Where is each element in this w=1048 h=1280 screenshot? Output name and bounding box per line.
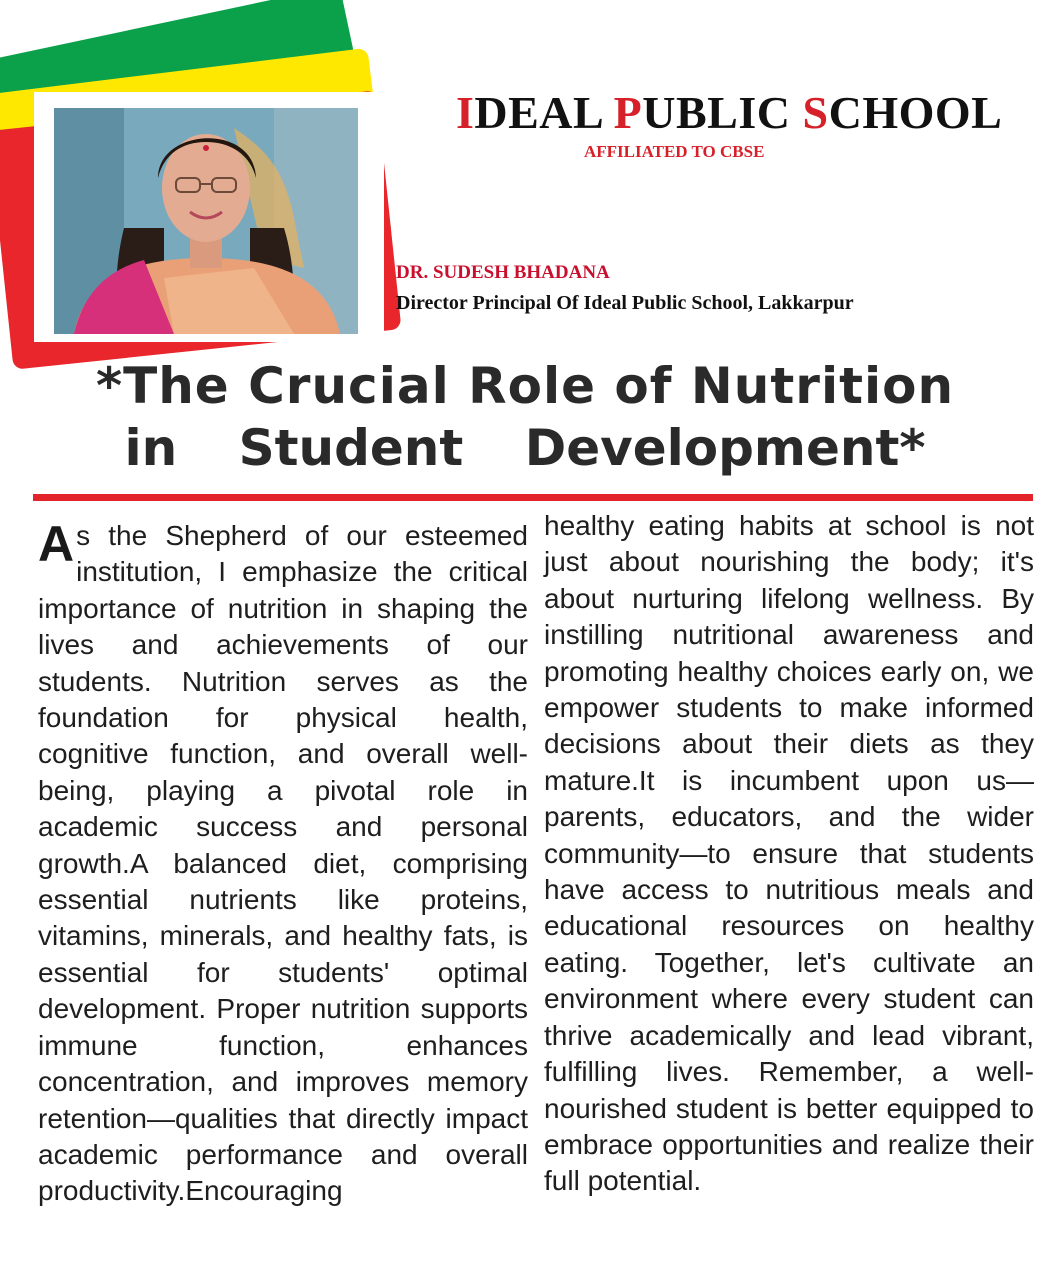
article-column-left-text: s the Shepherd of our esteemed institution, I emphasize the critical importance of nutrition in shaping the lives and achievements of our students. Nutrition serves as the foundation for physical health, cognitive function, and overall well-being, playing a pivotal role in academic success and personal growth.A balanced diet, comprising essential nutrients like proteins, vitamins, minerals, and healthy fats, is essential for students' optimal development. Proper nutrition supports immune function, enhances concentration, and improves memory retention—qualities that directly impact academic performance and overall productivity.Encouraging [38, 520, 528, 1207]
portrait-frame [34, 92, 384, 342]
drop-cap: A [38, 516, 75, 572]
title-divider [33, 494, 1033, 501]
affiliation-label: AFFILIATED TO CBSE [584, 142, 765, 161]
portrait-illustration [54, 108, 358, 334]
article-column-right-text: healthy eating habits at school is not just about nourishing the body; it's about nurturing lifelong wellness. By instilling nutritional awareness and promoting healthy choices early on, we empower students to make informed decisions about their diets as they mature.It is incumbent upon us—parents, educators, and the wider community—to ensure that students have access to nutritious meals and educational resources on healthy eating. Together, let's cultivate an environment where every student can thrive academically and lead vibrant, fulfilling lives. Remember, a well-nourished student is better equipped to embrace opportunities and realize their full potential. [544, 510, 1034, 1197]
article-title-line1: *The Crucial Role of Nutrition [95, 357, 955, 415]
article-title [30, 355, 1020, 479]
article-column-right [544, 508, 1034, 1200]
portrait-photo [54, 108, 358, 334]
article-column-left [38, 518, 528, 1210]
school-name: IDEAL PUBLIC SCHOOL [456, 87, 1003, 138]
author-role: Director Principal Of Ideal Public School, Lakkarpur [396, 292, 854, 314]
author-name: DR. SUDESH BHADANA [396, 262, 610, 283]
article-title-line2: in Student Development* [124, 419, 926, 477]
